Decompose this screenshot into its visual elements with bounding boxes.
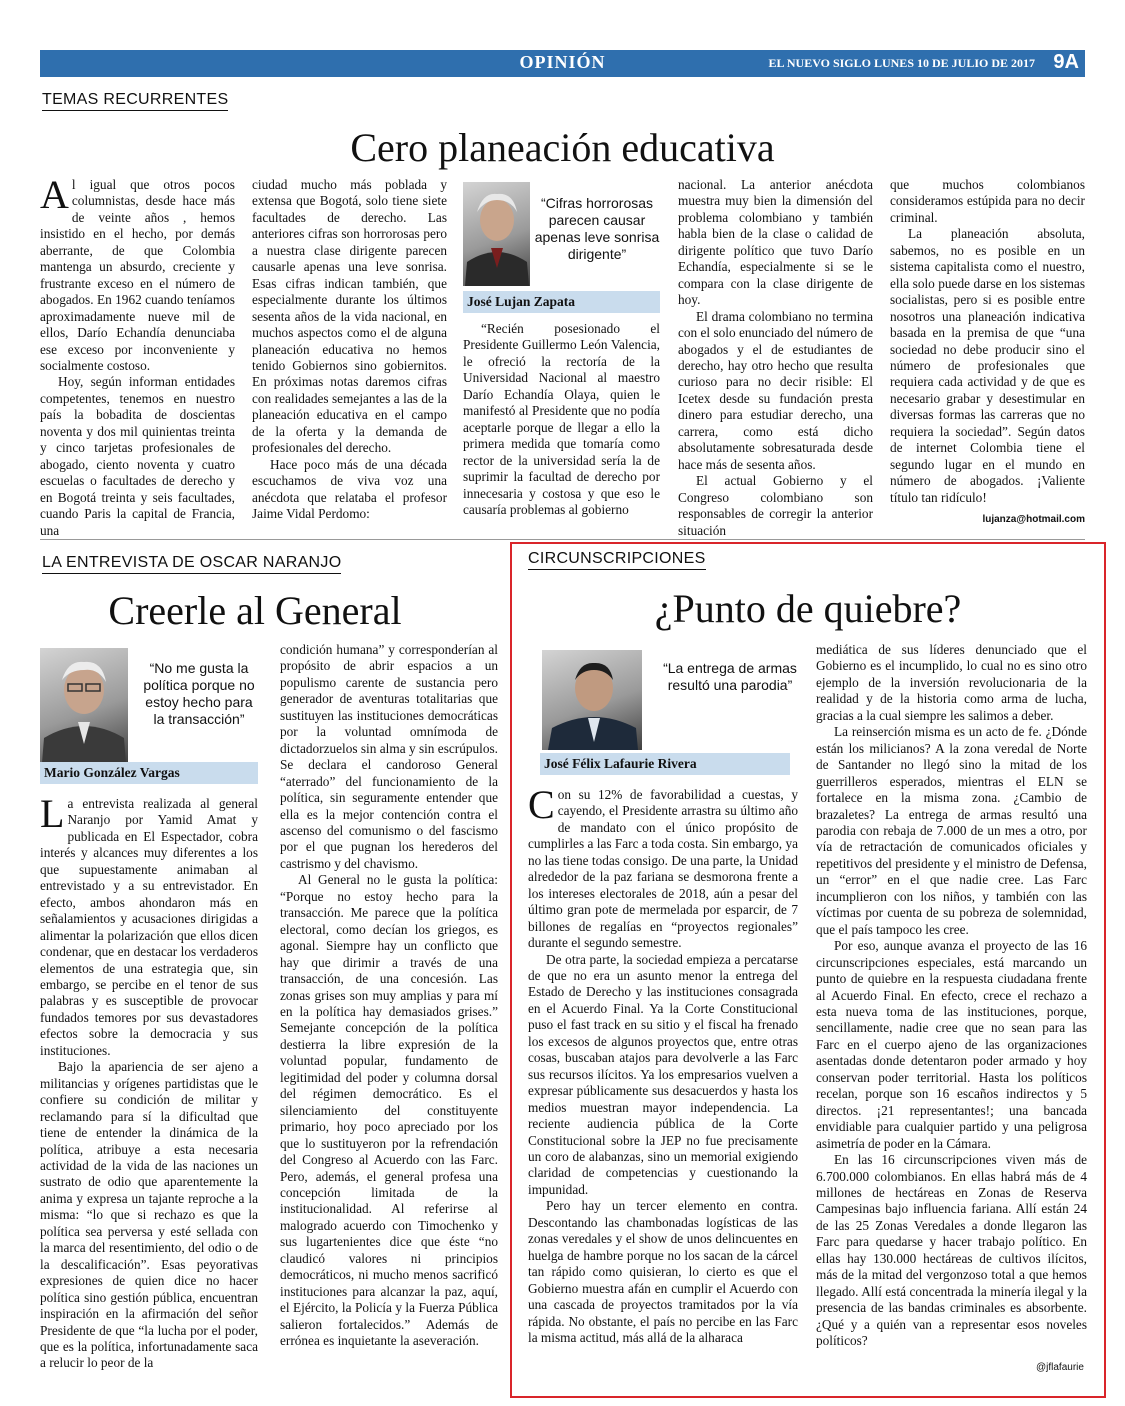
dateline: EL NUEVO SIGLO LUNES 10 DE JULIO DE 2017 — [768, 56, 1035, 70]
article1-kicker: TEMAS RECURRENTES — [42, 91, 228, 111]
article2-dropcap: L — [40, 791, 65, 836]
paragraph: De otra parte, la sociedad empieza a percatarse de que no era un asunto menor la entrega del Estado de Derecho y las instituciones consagrada en el Acuerdo Final. Ya la Corte Constitucional puso el fast track en su sitio y el fiscal ha frenado los excesos de algunos proyectos que, entre otras cosas, buscaban atajos para devolverle a las Farc sus recursos ilícitos. Ya los empresarios vuelven a expresar públicamente sus desacuerdos y hasta los medios muestran mayor independencia. La reciente audiencia pública de la Corte Constitucional sobre la JEP no fue precisamente un coro de alabanzas, sino un memorial exigiendo claridad de competencias y cuestionando la impunidad. — [528, 951, 798, 1197]
article2-headline: Creerle al General — [108, 588, 402, 633]
author-twitter-handle[interactable]: @jflafaurie — [1036, 1362, 1084, 1373]
paragraph: Bajo la apariencia de ser ajeno a militancias y orígenes partidistas que le confiere su condición de militar y reclamando para sí la dificultad que tiene de entender la dinámica de la política, atribuye a esta necesaria actividad de la vida de las naciones un sustrato de odio que aparentemente la anima y expresa un tajante reproche a la misma: “lo que si rechazo es que la política sea perversa y esté sellada con la marca del resentimiento, del odio o de la descalificación”. Esas peyorativas expresiones de quien dice no hacer política sino gestión pública, encuentran inspiración en la afirmación del señor Presidente de que “la lucha por el poder, que es la política, infortunadamente saca a relucir lo peor de la — [40, 1059, 258, 1371]
paragraph: on su 12% de favorabilidad a cuestas, y cayendo, el Presidente arrastra su último año de mandato con el único propósito de cumplirles a las Farc a toda costa. Sin embargo, ya no las tiene todas consigo. De una parte, la Unidad alrededor de la paz fariana se desmorona frente a los intereses electorales de 2018, aún a pesar del último gran pote de mermelada por esparcir, de 7 billones de regalías en “proyectos regionales” durante el segundo semestre. — [528, 787, 798, 951]
section-header-bar — [40, 50, 1085, 77]
article2-column-1 — [40, 791, 258, 1371]
article2-byline: Mario González Vargas — [40, 762, 258, 784]
article3-pull-quote: “La entrega de armas resultó una parodia” — [663, 660, 797, 693]
paragraph: ciudad mucho más poblada y extensa que Bogotá, solo tiene siete facultades de derecho. Las anteriores cifras son horrorosas pero a nuestra clase dirigente parecen causarle apenas una leve sonrisa. Esas cifras indican también, que especialmente durante los últimos sesenta años de la vida nacional, en muchos aspectos como el de alguna planeación educativa no hemos tenido Gobiernos sino gobiernitos. En próximas notas daremos cifras con realidades semejantes a las de la planeación educativa en el campo de la oferta y la demanda de profesionales del derecho. — [252, 177, 447, 456]
article3-headline: ¿Punto de quiebre? — [654, 586, 962, 631]
article1-byline: José Lujan Zapata — [463, 291, 660, 313]
paragraph: a entrevista realizada al general Naranjo por Yamid Amat y publicada en El Espectador, cobra interés y alcances muy diferentes a los que supuestamente animaban al entrevistado y a su entrevistador. En efecto, ambos ahondaron más en señalamientos y acusaciones dirigidas a alimentar la polarización que ellos dicen condenar, que en destacar los verdaderos elementos de una estrategia que, sin embargo, se percibe en el tenor de sus palabras y es susceptible de provocar fundados temores por sus devastadores efectos sobre la democracia y sus instituciones. — [40, 796, 258, 1058]
paragraph: La reinserción misma es un acto de fe. ¿Dónde están los milicianos? A la zona veredal de Norte de Santander no llegó sino la mitad de los guerrilleros esperados, mientras el ELN se fortalece en la misma zona. ¿Cambio de brazaletes? La entrega de armas resultó una parodia con rebaja de 7.000 de un mes a otro, por vía de retractación de comunicados oficiales y repetitivos del presidente y el ministro de Defensa, un “error” en el que nadie cree. Las Farc incumplieron con los niños, y también con las víctimas por cuenta de su pobreza de solemnidad, que el país tampoco les cree. — [816, 724, 1087, 937]
paragraph: Hoy, según informan entidades competentes, tenemos en nuestro país la bobadita de doscientas noventa y dos mil quinientas treinta y cinco tarjetas profesionales de abogado, ciento noventa y cuatro escuelas o facultades de derecho y en Bogotá treinta y seis facultades, cuando Paris la capital de Francia, una — [40, 374, 235, 538]
portrait-icon — [542, 650, 642, 750]
paragraph: El actual Gobierno y el Congreso colombiano son responsables de corregir la anterior situación — [678, 473, 873, 538]
author-photo-mario-gonzalez-vargas — [40, 648, 128, 763]
article3-kicker: CIRCUNSCRIPCIONES — [528, 550, 706, 570]
paragraph: nacional. La anterior anécdota muestra muy bien la dimensión del problema colombiano y también habla bien de la clase o calidad de dirigente político que tuvo Darío Echandía, especialmente si se le compara con la clase dirigente de hoy. — [678, 177, 873, 308]
article2-pull-quote: “No me gusta la política porque no estoy hecho para la transacción” — [143, 660, 255, 727]
paragraph: Pero hay un tercer elemento en contra. Descontando las chambonadas logísticas de las zonas veredales y el show de unos delincuentes en huelga de hambre porque no los sacan de la cárcel tan rápido como quisieran, lo cierto es que el Gobierno muestra afán en cumplir el Acuerdo con una cascada de proyectos tramitados por la vía rápida. No obstante, el país no percibe en las Farc la misma actitud, más allá de la alharaca — [528, 1198, 798, 1345]
paragraph: mediática de sus líderes denunciado que el Gobierno es el incumplido, lo cual no es sino otro ejemplo de la inversión revolucionaria de la realidad y de la historia como arma de lucha, gracias a la cual siempre les salimos a deber. — [816, 642, 1087, 723]
author-photo-jose-lujan-zapata — [463, 182, 530, 286]
portrait-icon — [463, 182, 530, 286]
article1-column-3 — [463, 321, 660, 527]
article1-headline: Cero planeación educativa — [350, 125, 775, 170]
article1-pull-quote: “Cifras horrorosas parecen causar apenas leve sonrisa dirigente” — [534, 195, 660, 262]
article1-column-4 — [678, 177, 873, 538]
author-email[interactable]: lujanza@hotmail.com — [982, 514, 1085, 525]
article3-byline: José Félix Lafaurie Rivera — [540, 753, 790, 775]
article2-column-2 — [280, 642, 498, 1348]
paragraph: condición humana” y corresponderían al propósito de abrir espacios a un populismo carente de sustancia pero generador de aventuras totalitarias que sustituyen las instituciones democráticas por la voluntad omnímoda de dictadorzuelos sin alma y sin escrúpulos. Se declara el candoroso General “aterrado” del funcionamiento de la política, sin seguramente entender que ella es la mejor contención contra el ascenso del comunismo o del fascismo por el que pugnan los herederos del castrismo y del chavismo. — [280, 642, 498, 871]
section-divider — [40, 539, 1085, 540]
paragraph: Por eso, aunque avanza el proyecto de las 16 circunscripciones especiales, está marcando un punto de quiebre en la respuesta ciudadana frente al Acuerdo Final. En efecto, crece el rechazo a esta nueva toma de las instituciones, porque, sencillamente, nadie cree que no sean para las Farc en el cuerpo ajeno de las organizaciones asentadas donde detentaron poder armado y hoy conservan poder territorial. Hasta los políticos recelan, porque son 16 escaños indirectos y 5 directos. ¡21 representantes!; una bancada envidiable para cualquier partido y una peligrosa asimetría de poder en la Cámara. — [816, 938, 1087, 1151]
paragraph: que muchos colombianos consideramos estúpida para no decir criminal. — [890, 177, 1085, 225]
paragraph: En las 16 circunscripciones viven más de 6.700.000 colombianos. En ellas habrá más de 4 millones de hectáreas en Zonas de Reserva Campesinas bajo influencia fariana. Allí están 24 de las 25 Zonas Veredales a donde llegaron las Farc para quedarse y hacer trabajo político. En ellas hay 130.000 hectáreas de cultivos ilícitos, más de la mitad del vergonzoso total a que hemos llegado. Allí está concentrada la minería ilegal y la presencia de las bandas criminales es absorbente. ¿Qué y a quién van a representar esos noveles políticos? — [816, 1152, 1087, 1349]
paragraph: El drama colombiano no termina con el solo enunciado del número de abogados y el de estudiantes de derecho, hay otro hecho que resulta curioso para no decir risible: El Icetex desde su fundación presta dinero para estudiar derecho, una carrera, como está dicho absolutamente sobresaturada desde hace más de sesenta años. — [678, 308, 873, 472]
paragraph: l igual que otros pocos columnistas, desde hace más de veinte años , hemos insistido en el hecho, por demás aberrante, de que Colombia mantenga un absurdo, creciente y frustrante exceso en el número de abogados. En 1962 cuando teníamos aproximadamente nueve mil de ellos, Darío Echandía denunciaba ese exceso por inconveniente y socialmente costoso. — [40, 177, 235, 373]
article2-kicker: LA ENTREVISTA DE OSCAR NARANJO — [42, 554, 341, 574]
paragraph: La planeación absoluta, sabemos, no es posible en un sistema capitalista como el nuestro, ella solo puede darse en los sistemas socialistas, pero si es posible entre nosotros una planeación indicativa basada en la premisa de que “una sociedad no debe producir sino el número de profesionales que requiera cada actividad y de que es necesario grabar y desestimular en diversas formas las carreras que no requiera la sociedad”. Según datos de internet Colombia tiene el segundo lugar en el mundo en número de abogados. ¡Valiente título tan ridículo! — [890, 226, 1085, 505]
article3-column-2 — [816, 642, 1087, 1357]
author-photo-jose-felix-lafaurie — [542, 650, 642, 750]
article3-dropcap: C — [528, 782, 555, 827]
paragraph: Hace poco más de una década escuchamos de viva voz una anécdota que relataba el profesor Jaime Vidal Perdomo: — [252, 456, 447, 522]
article3-column-1 — [528, 782, 798, 1352]
article1-column-1 — [40, 172, 235, 538]
paragraph: “Recién posesionado el Presidente Guillermo León Valencia, le ofreció la rectoría de la Universidad Nacional al maestro Darío Echandía Olaya, quien le manifestó al Presidente que no podía aceptarle porque de llegar a ello la primera medida que tomaría como rector de la universidad sería la de suprimir la facultad de derecho por innecesaria y costosa y que eso le causaría problemas al gobierno — [463, 321, 660, 517]
paragraph: Al General no le gusta la política: “Porque no estoy hecho para la transacción. Me parece que la política electoral, como decían los griegos, es agonal. Siempre hay un conflicto que hay que dirimir a través de una transacción, de una concesión. Las zonas grises son muy amplias y para mí en la política hay demasiados grises.” Semejante concepción de la política destierra la libre expresión de la voluntad popular, fundamento de legitimidad del poder y columna dorsal del régimen democrático. Es el silenciamiento del constituyente primario, hoy poco apreciado por los que lo sustituyeron por la refrendación del Congreso al Acuerdo con las Farc. Pero, además, el general profesa una concepción limitada de la institucionalidad. Al referirse al malogrado acuerdo con Timochenko y sus lugartenientes dice que éste “no claudicó valores ni principios democráticos, ni mucho menos sacrificó instituciones para alcanzar la paz, aquí, el Ejército, la Policía y la Fuerza Pública salieron fortalecidos.” Además de errónea es inquietante la aseveración. — [280, 872, 498, 1349]
page-number: 9A — [1053, 51, 1079, 73]
article1-column-5 — [890, 177, 1085, 512]
section-title: OPINIÓN — [519, 52, 606, 72]
portrait-icon — [40, 648, 128, 763]
article1-column-2 — [252, 177, 447, 527]
article1-dropcap: A — [40, 172, 69, 217]
